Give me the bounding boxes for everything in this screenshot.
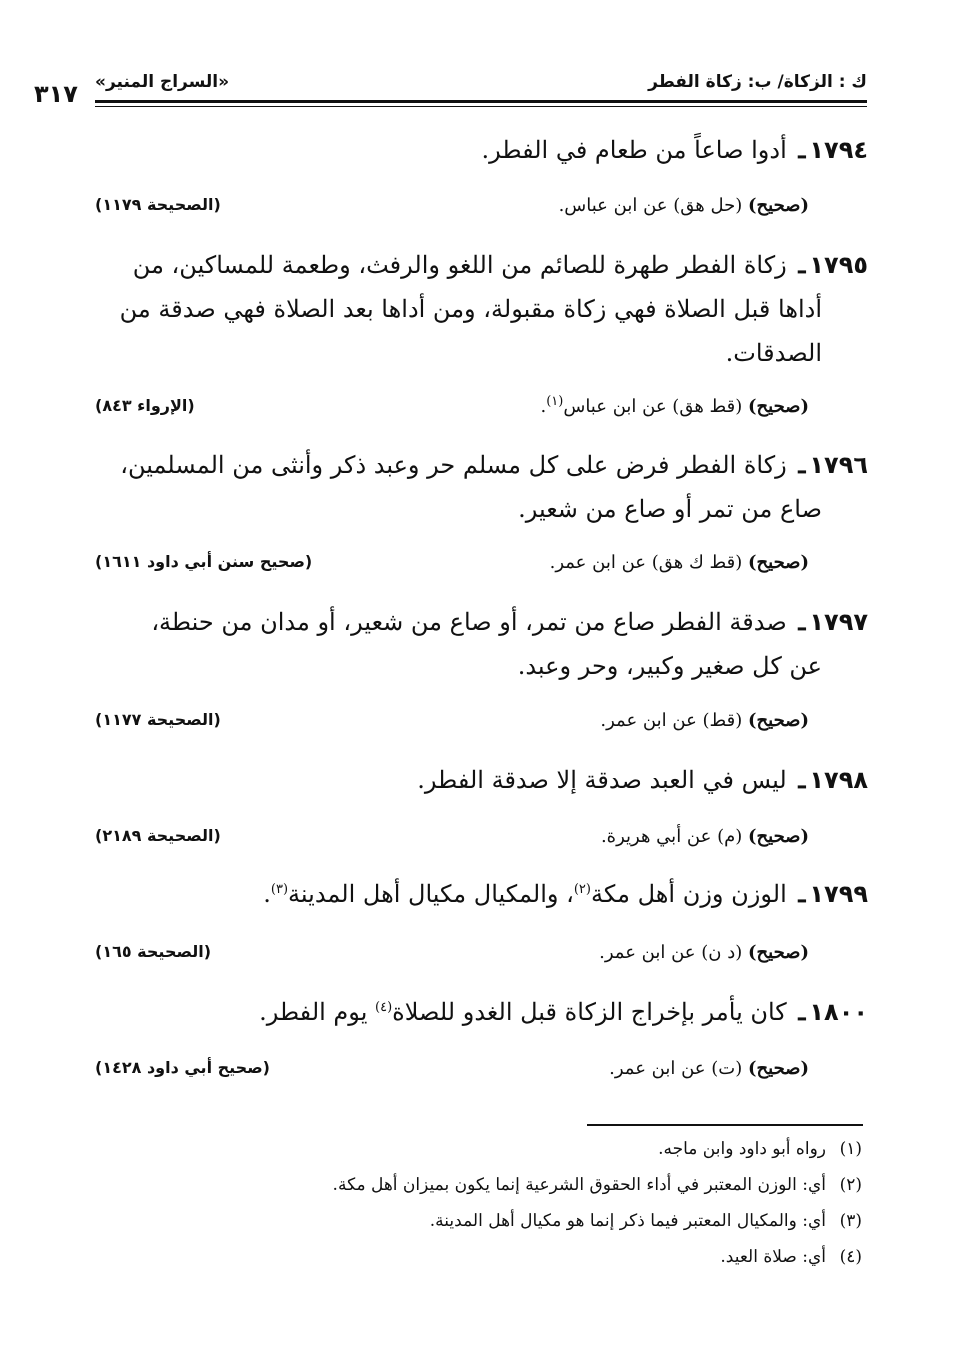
hadith-number: ١٧٩٧	[809, 608, 868, 636]
hadith-1800: ١٨٠٠ـ كان يأمر بإخراج الزكاة قبل الغدو للصلاة$^{(٤)}$ يوم الفطر.	[259, 997, 868, 1026]
footnote-number: (١)	[839, 1139, 862, 1159]
footnote-3	[142, 1211, 862, 1231]
hadith-text-part: .	[263, 880, 271, 908]
grade-source: (الصحيحة ١١٧٩)	[95, 195, 221, 214]
hadith-text-part: الوزن وزن أهل مكة	[590, 880, 787, 908]
hadith-number: ١٧٩٨	[809, 766, 868, 794]
book-title: «السراج المنير»	[95, 72, 230, 92]
footnote-number: (٤)	[839, 1247, 862, 1267]
hadith-text-line-1: صدقة الفطر صاع من تمر، أو صاع من شعير، أو مدان من حنطة،	[151, 608, 787, 636]
header-rule-thick	[95, 100, 867, 103]
grade-label: (صحيح)	[748, 552, 809, 573]
hadith-text-part: ، والمكيال مكيال أهل المدينة	[288, 880, 574, 908]
grade-row-1800	[95, 1058, 867, 1088]
hadith-text-line-3: الصدقات.	[725, 339, 822, 367]
footnote-text: أي: صلاة العيد.	[720, 1247, 826, 1267]
grade-attribution: (قط هق) عن ابن عباس	[563, 396, 743, 417]
footnote-ref: (٤)	[375, 1000, 393, 1015]
hadith-text-part: كان يأمر بإخراج الزكاة قبل الغدو للصلاة	[392, 998, 787, 1026]
grade-source: (الإرواء ٨٤٣)	[95, 396, 195, 415]
grade-source: (الصحيحة ١٦٥)	[95, 942, 212, 961]
grade-label: (صحيح)	[748, 942, 809, 963]
hadith-1798: ١٧٩٨ـ ليس في العبد صدقة إلا صدقة الفطر.	[417, 765, 868, 794]
grade-row-1798	[95, 826, 867, 856]
grade-punct: .	[540, 396, 547, 417]
grade-attribution: (قط ك هق) عن ابن عمر.	[549, 552, 743, 573]
footnote-2	[142, 1175, 862, 1195]
grade-attribution: (حل هق) عن ابن عباس.	[558, 195, 743, 216]
chapter-title: ك : الزكاة/ ب: زكاة الفطر	[648, 72, 867, 92]
page-number: ٣١٧	[34, 80, 78, 108]
footnote-text: رواه أبو داود وابن ماجه.	[658, 1139, 826, 1159]
hadith-text: ليس في العبد صدقة إلا صدقة الفطر.	[417, 766, 787, 794]
hadith-1797: ١٧٩٧ـ صدقة الفطر صاع من تمر، أو صاع من شعير، أو مدان من حنطة، عن كل صغير وكبير، وحر وعبد.	[98, 600, 868, 688]
grade-row-1796	[95, 552, 867, 582]
hadith-text-line-1: زكاة الفطر طهرة للصائم من اللغو والرفث، وطعمة للمساكين، من	[132, 251, 787, 279]
hadith-1799: ١٧٩٩ـ الوزن وزن أهل مكة$^{(٢)}$، والمكيال مكيال أهل المدينة$^{(٣)}$.	[263, 879, 868, 908]
footnote-ref: (١)	[546, 394, 564, 409]
hadith-text-line-1: زكاة الفطر فرض على كل مسلم حر وعبد ذكر وأنثى من المسلمين،	[120, 451, 787, 479]
header-rule-thin	[95, 106, 867, 107]
grade-row-1794	[95, 195, 867, 225]
grade-row-1797	[95, 710, 867, 740]
hadith-number: ١٨٠٠	[809, 998, 868, 1026]
grade-label: (صحيح)	[748, 710, 809, 731]
hadith-number: ١٧٩٥	[809, 251, 868, 279]
grade-attribution: (قط) عن ابن عمر.	[600, 710, 743, 731]
footnote-number: (٢)	[839, 1175, 862, 1195]
footnote-separator	[587, 1124, 863, 1126]
footnote-ref: (٢)	[573, 882, 591, 897]
hadith-number: ١٧٩٤	[809, 136, 868, 164]
hadith-1794: ١٧٩٤ـ أدوا صاعاً من طعام في الفطر.	[481, 135, 868, 164]
hadith-text: أدوا صاعاً من طعام في الفطر.	[481, 136, 787, 164]
grade-attribution: (م) عن أبي هريرة.	[600, 826, 743, 847]
grade-row-1799	[95, 942, 867, 972]
hadith-text-line-2: أداها قبل الصلاة فهي زكاة مقبولة، ومن أداها بعد الصلاة فهي صدقة من	[119, 295, 822, 323]
hadith-number: ١٧٩٩	[809, 880, 868, 908]
footnote-text: أي: الوزن المعتبر في أداء الحقوق الشرعية إنما يكون بميزان أهل مكة.	[332, 1175, 826, 1195]
grade-source: (الصحيحة ١١٧٧)	[95, 710, 221, 729]
grade-source: (صحيح سنن أبي داود ١٦١١)	[95, 552, 313, 571]
footnote-ref: (٣)	[270, 882, 289, 897]
grade-label: (صحيح)	[748, 396, 809, 417]
grade-source: (صحيح أبي داود ١٤٢٨)	[95, 1058, 270, 1077]
grade-attribution: (د ن) عن ابن عمر.	[599, 942, 743, 963]
hadith-1796: ١٧٩٦ـ زكاة الفطر فرض على كل مسلم حر وعبد ذكر وأنثى من المسلمين، صاع من تمر أو صاع من شعير.	[98, 443, 868, 531]
hadith-number: ١٧٩٦	[809, 451, 868, 479]
grade-source: (الصحيحة ٢١٨٩)	[95, 826, 221, 845]
hadith-1795: ١٧٩٥ـ زكاة الفطر طهرة للصائم من اللغو والرفث، وطعمة للمساكين، من أداها قبل الصلاة فهي زكاة مقبولة، ومن أداها بعد الصلاة فهي صدقة من الصدقات.	[98, 243, 868, 375]
running-header	[95, 68, 867, 98]
grade-label: (صحيح)	[748, 1058, 809, 1079]
hadith-text-line-2: عن كل صغير وكبير، وحر وعبد.	[517, 652, 822, 680]
grade-attribution: (ت) عن ابن عمر.	[609, 1058, 743, 1079]
footnote-4	[142, 1247, 862, 1267]
footnote-1	[142, 1139, 862, 1159]
footnote-text: أي: والمكيال المعتبر فيما ذكر إنما هو مكيال أهل المدينة.	[429, 1211, 826, 1231]
grade-label: (صحيح)	[748, 826, 809, 847]
grade-row-1795	[95, 396, 867, 426]
hadith-text-part: يوم الفطر.	[259, 998, 375, 1026]
footnote-number: (٣)	[839, 1211, 862, 1231]
hadith-text-line-2: صاع من تمر أو صاع من شعير.	[518, 495, 822, 523]
grade-label: (صحيح)	[748, 195, 809, 216]
